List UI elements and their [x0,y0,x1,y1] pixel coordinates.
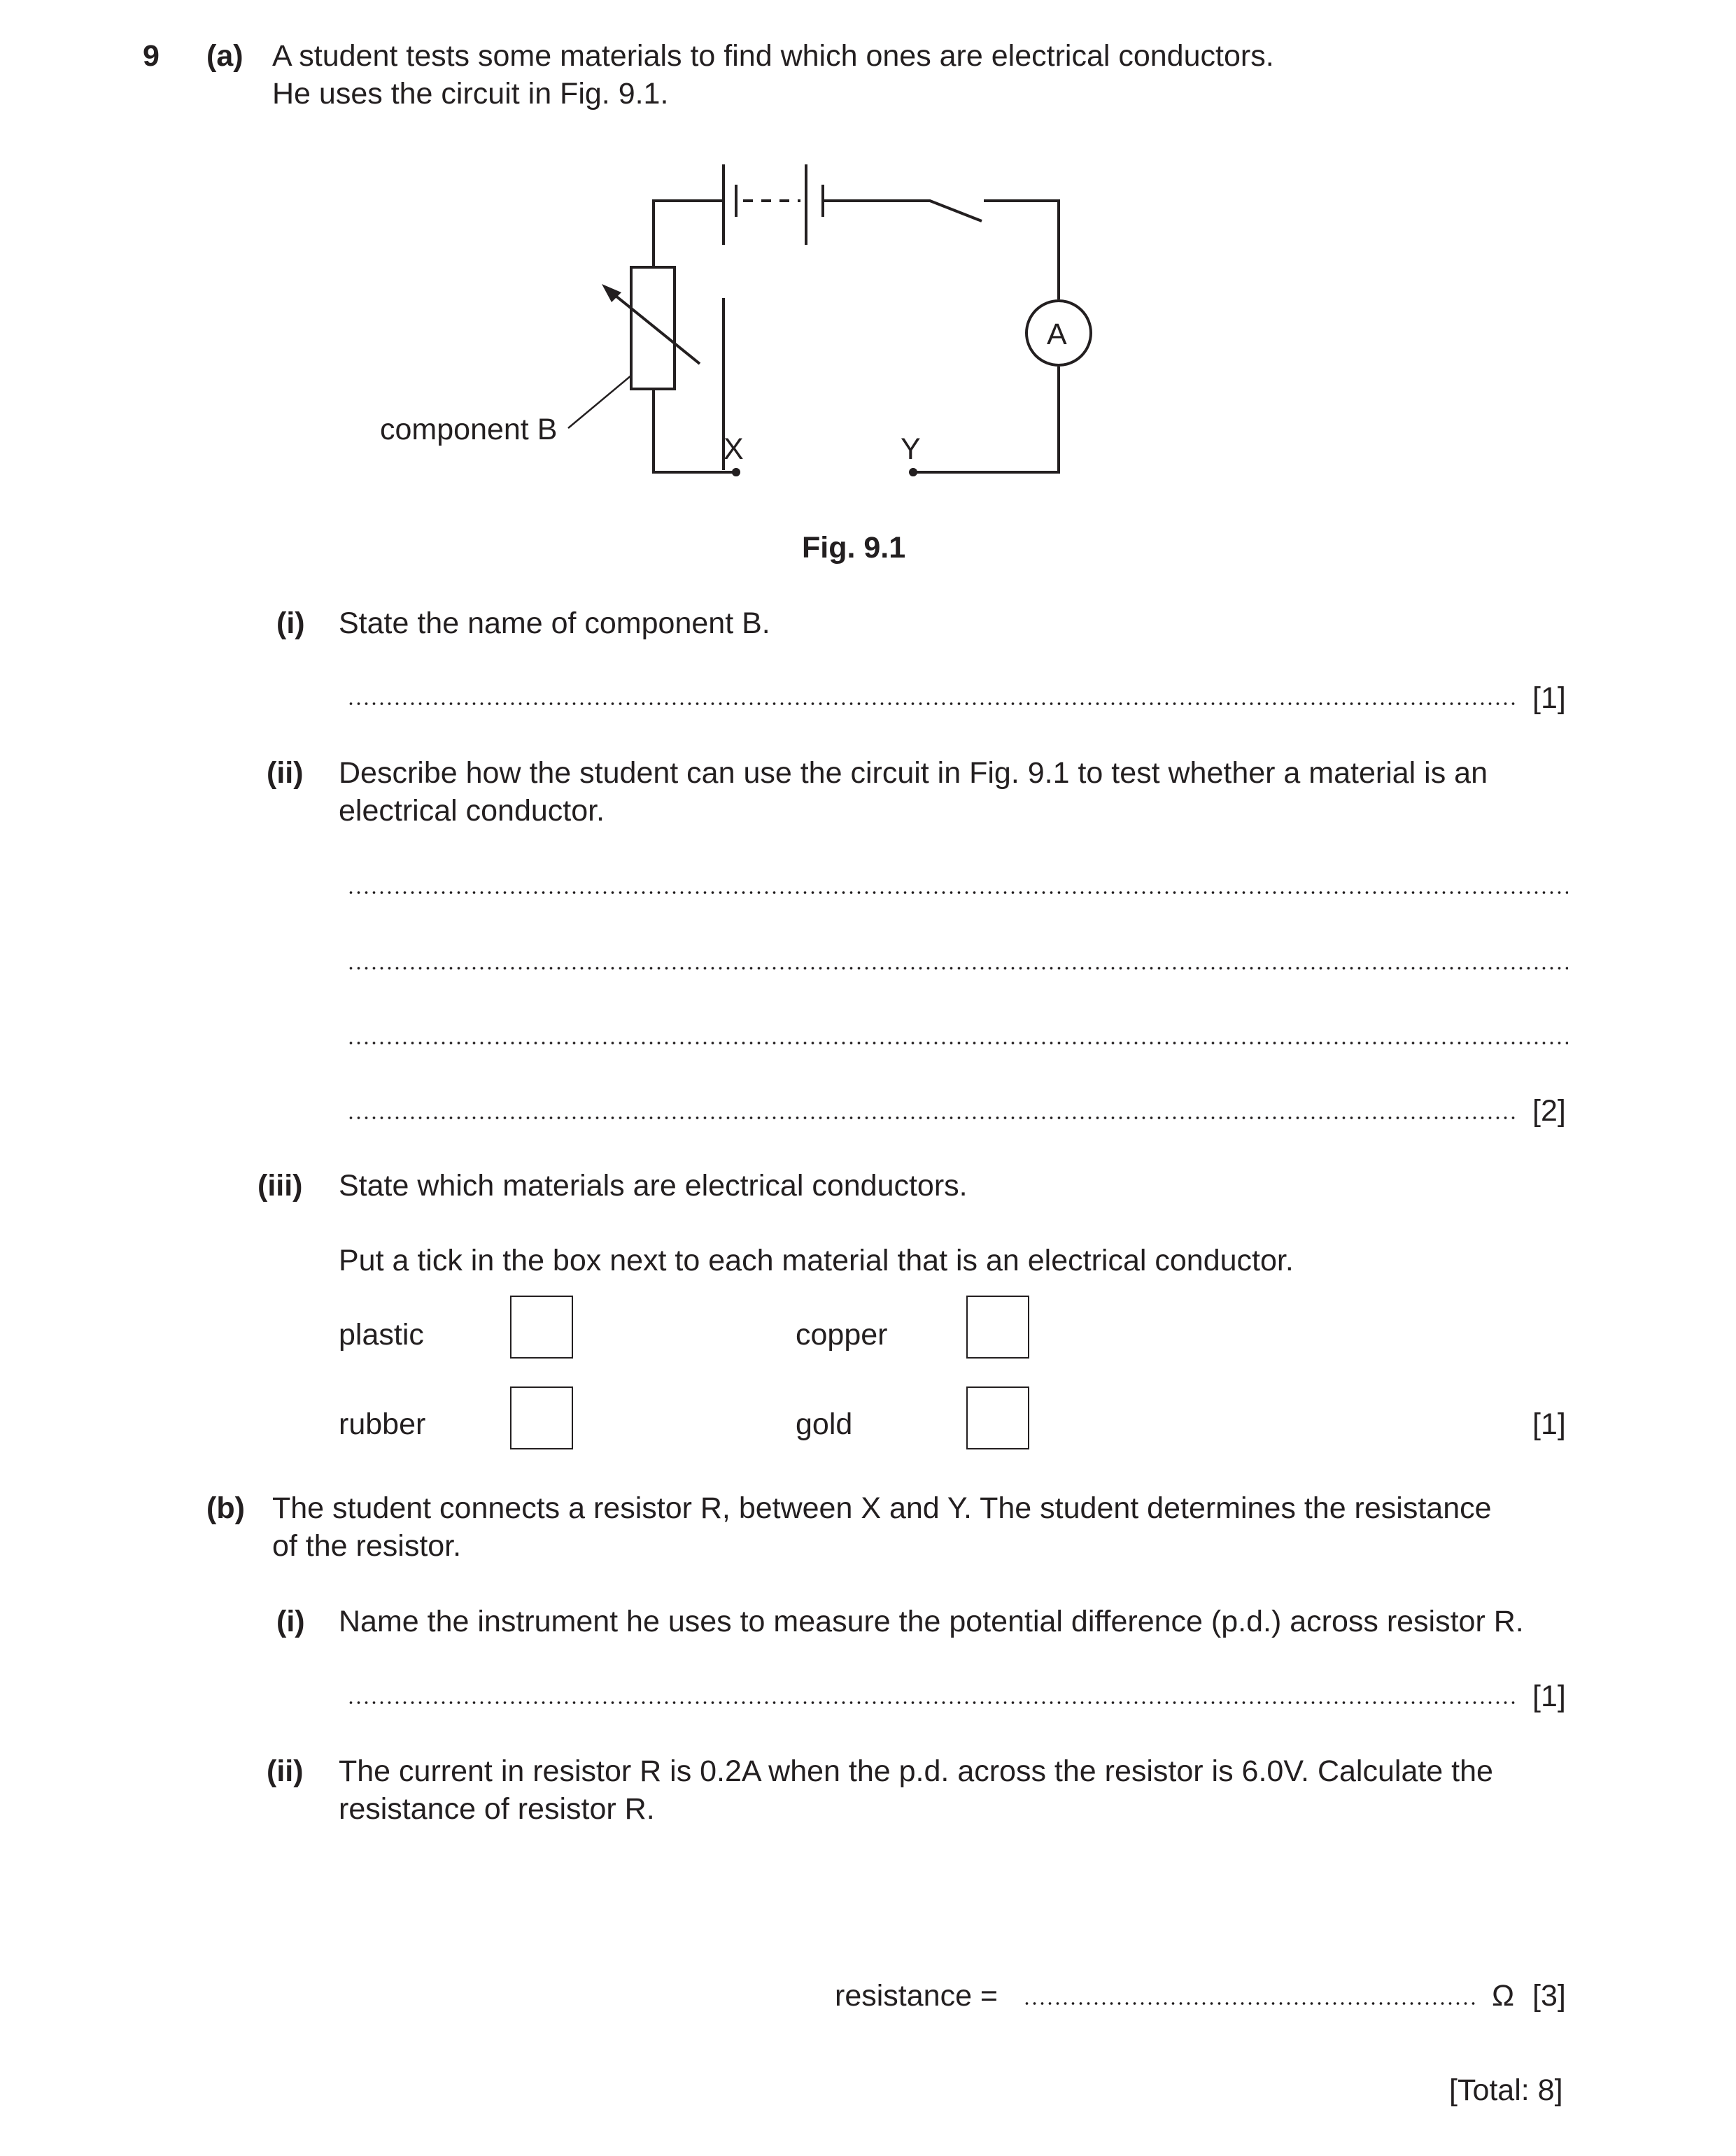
tick-box-copper[interactable] [966,1296,1029,1359]
part-a-label: (a) [206,39,244,73]
part-a-iii-instruction: Put a tick in the box next to each material that is an electrical conductor. [339,1244,1294,1277]
terminal-y-label: Y [901,432,921,466]
part-b-intro-line2: of the resistor. [272,1529,462,1563]
tick-box-gold[interactable] [966,1386,1029,1449]
component-b-leader [568,375,632,428]
part-b-intro-line1: The student connects a resistor R, between X and Y. The student determines the resistance [272,1491,1492,1525]
answer-line[interactable] [347,701,1516,707]
part-a-intro-line1: A student tests some materials to find which ones are electrical conductors. [272,39,1274,73]
material-label-copper: copper [796,1318,888,1352]
part-b-ii-text-line1: The current in resistor R is 0.2A when the p.d. across the resistor is 6.0V. Calculate the [339,1754,1493,1788]
ammeter-label: A [1047,318,1067,351]
part-b-label: (b) [206,1491,245,1525]
part-a-i-label: (i) [276,607,305,640]
switch-wire [823,201,982,221]
part-b-ii-text-line2: resistance of resistor R. [339,1792,655,1826]
part-a-i-marks: [1] [1532,681,1566,715]
terminal-x-label: X [724,432,744,466]
part-a-iii-text: State which materials are electrical conductors. [339,1169,968,1203]
part-a-ii-label: (ii) [267,756,304,790]
bottom-wire [724,298,1059,472]
part-b-i-marks: [1] [1532,1680,1566,1713]
part-a-i-text: State the name of component B. [339,607,770,640]
part-a-intro-line2: He uses the circuit in Fig. 9.1. [272,77,669,111]
answer-line[interactable] [347,1700,1516,1705]
variable-resistor-body [631,267,675,389]
answer-line[interactable] [347,1040,1568,1046]
part-b-ii-marks: [3] [1532,1979,1566,2013]
material-label-rubber: rubber [339,1407,426,1441]
tick-box-rubber[interactable] [510,1386,573,1449]
tick-box-plastic[interactable] [510,1296,573,1359]
resistance-answer-label: resistance = [835,1979,998,2013]
resistance-unit: Ω [1492,1979,1515,2013]
answer-line[interactable] [347,1115,1516,1121]
part-b-i-label: (i) [276,1605,305,1638]
part-a-ii-text-line1: Describe how the student can use the circuit in Fig. 9.1 to test whether a material is an [339,756,1488,790]
figure-caption: Fig. 9.1 [802,531,906,565]
part-b-i-text: Name the instrument he uses to measure the potential difference (p.d.) across resistor R. [339,1605,1524,1638]
component-b-label: component B [380,413,558,446]
right-wire [984,201,1059,299]
part-a-iii-label: (iii) [257,1169,303,1203]
question-number: 9 [143,39,160,73]
part-a-ii-text-line2: electrical conductor. [339,794,605,828]
total-marks: [Total: 8] [1449,2073,1563,2107]
resistance-answer-line[interactable] [1023,2001,1479,2006]
part-a-iii-marks: [1] [1532,1407,1566,1441]
material-label-plastic: plastic [339,1318,424,1352]
left-top-wire [654,201,724,266]
answer-line[interactable] [347,965,1568,971]
answer-line[interactable] [347,890,1568,895]
variable-resistor-arrow [605,287,700,364]
part-b-ii-label: (ii) [267,1754,304,1788]
material-label-gold: gold [796,1407,853,1441]
part-a-ii-marks: [2] [1532,1094,1566,1128]
